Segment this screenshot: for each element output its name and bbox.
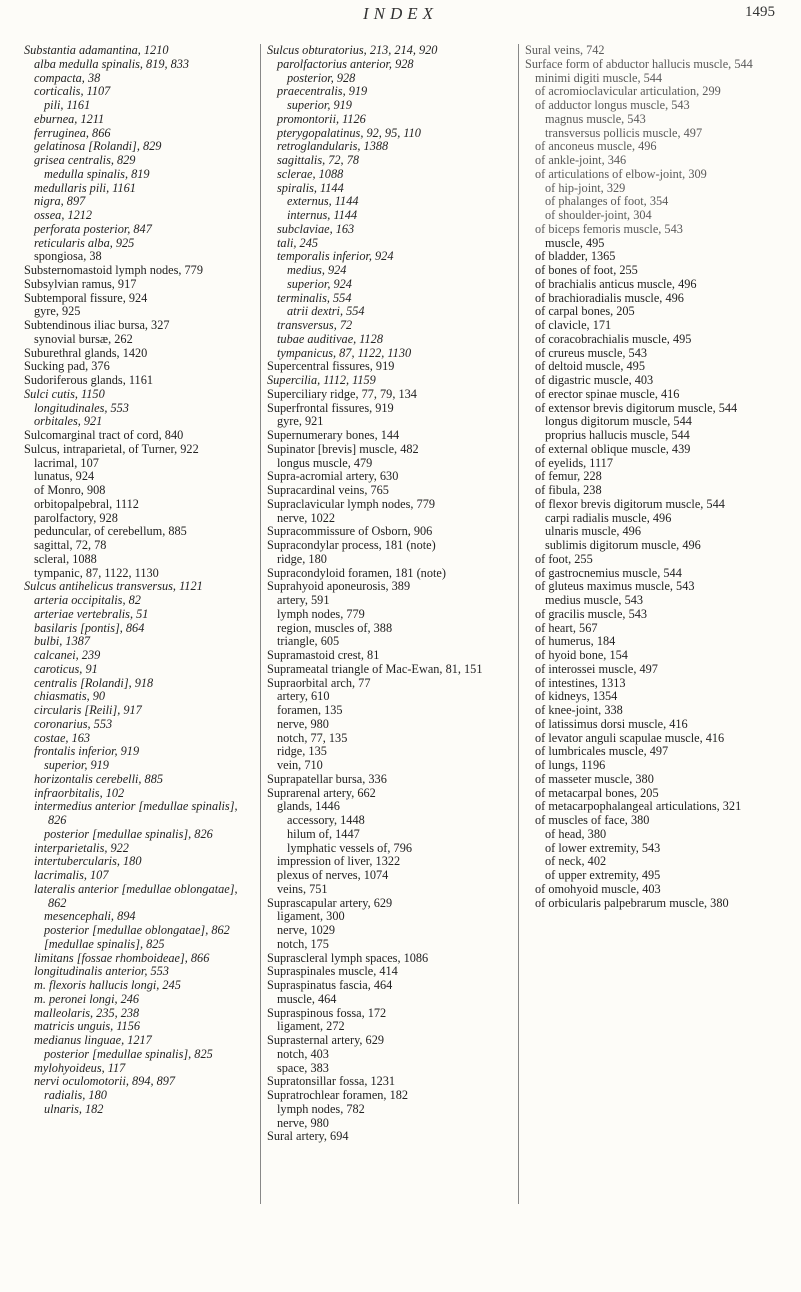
index-entry: Sulcus, intraparietal, of Turner, 922 [24, 441, 199, 456]
index-entry: Suprascleral lymph spaces, 1086 [267, 950, 429, 965]
index-entry: Sudoriferous glands, 1161 [24, 373, 153, 387]
index-entry: accessory, 1448 [287, 813, 365, 827]
index-entry: Supracondyloid foramen, 181 (note) [267, 565, 446, 580]
index-entry: of masseter muscle, 380 [535, 771, 654, 786]
index-entry: promontorii, 1126 [277, 111, 366, 126]
index-entry: of gracilis muscle, 543 [535, 606, 648, 621]
index-entry: radialis, 180 [44, 1088, 107, 1102]
index-entry: of eyelids, 1117 [535, 455, 613, 470]
index-entry: sagittalis, 72, 78 [277, 153, 359, 167]
index-entry: of lower extremity, 543 [545, 840, 661, 855]
index-entry: of phalanges of foot, 354 [545, 194, 669, 209]
index-entry: of adductor longus muscle, 543 [535, 98, 690, 112]
index-entry: of digastric muscle, 403 [535, 373, 654, 387]
index-entry: Sulci cutis, 1150 [24, 386, 105, 401]
index-entry: of crureus muscle, 543 [535, 345, 648, 360]
index-entry: posterior, 928 [287, 70, 356, 85]
index-entry: of erector spinae muscle, 416 [535, 386, 680, 401]
index-entry: Suprarenal artery, 662 [267, 785, 376, 800]
index-entry: ridge, 180 [277, 551, 327, 566]
index-entry: of acromioclavicular articulation, 299 [535, 84, 721, 99]
index-entry: Sulcus obturatorius, 213, 214, 920 [267, 44, 438, 57]
index-entry: Supratonsillar fossa, 1231 [267, 1074, 396, 1089]
index-entry: circularis [Reili], 917 [34, 703, 142, 717]
index-entry: costae, 163 [34, 730, 91, 745]
index-column-3 [518, 44, 793, 1204]
index-entry: of lungs, 1196 [535, 758, 606, 772]
index-entry: Sulcus antihelicus transversus, 1121 [24, 579, 203, 594]
index-entry: posterior [medullae spinalis], 825 [44, 1046, 213, 1061]
index-entry: of metacarpal bones, 205 [535, 785, 659, 800]
index-entry: orbitopalpebral, 1112 [34, 496, 139, 511]
index-entry: artery, 591 [277, 593, 330, 607]
index-entry: reticularis alba, 925 [34, 235, 135, 250]
index-entry: of Monro, 908 [34, 483, 106, 497]
index-entry: Supraspinales muscle, 414 [267, 964, 398, 979]
index-entry: Supra-acromial artery, 630 [267, 469, 399, 484]
index-entry: of hyoid bone, 154 [535, 648, 628, 662]
index-entry: medius muscle, 543 [545, 593, 644, 607]
index-entry: of lumbricales muscle, 497 [535, 744, 669, 759]
index-entry: arteriae vertebralis, 51 [34, 606, 149, 621]
index-entry: of gluteus maximus muscle, 543 [535, 579, 695, 594]
index-entry: of interossei muscle, 497 [535, 661, 658, 676]
index-entry: nerve, 980 [277, 1115, 329, 1130]
index-entry: Sucking pad, 376 [24, 359, 110, 374]
index-entry: region, muscles of, 388 [277, 620, 393, 635]
index-entry: Supratrochlear foramen, 182 [267, 1088, 409, 1102]
index-entry: posterior [medullae spinalis], 826 [44, 826, 213, 841]
index-entry: Subsylvian ramus, 917 [24, 276, 137, 291]
index-entry: Suburethral glands, 1420 [24, 345, 148, 360]
index-entry: m. flexoris hallucis longi, 245 [34, 978, 181, 992]
index-entry: ridge, 135 [277, 744, 327, 759]
index-entry: mylohyoideus, 117 [34, 1060, 126, 1075]
index-entry: of knee-joint, 338 [535, 703, 623, 717]
index-entry: of levator anguli scapulae muscle, 416 [535, 730, 725, 745]
index-entry: of anconeus muscle, 496 [535, 139, 657, 154]
index-entry: minimi digiti muscle, 544 [535, 70, 663, 85]
index-entry: hilum of, 1447 [287, 826, 360, 841]
index-entry: of shoulder-joint, 304 [545, 208, 652, 222]
index-entry: superior, 919 [44, 758, 109, 772]
index-entry: terminalis, 554 [277, 290, 352, 305]
index-entry: of femur, 228 [535, 469, 602, 484]
index-entry: parolfactory, 928 [34, 510, 118, 525]
index-entry: proprius hallucis muscle, 544 [545, 428, 690, 442]
index-entry: matricis unguis, 1156 [34, 1019, 141, 1034]
index-entry: of upper extremity, 495 [545, 868, 661, 882]
index-entry: transversus, 72 [277, 318, 353, 332]
index-entry: lunatus, 924 [34, 469, 95, 484]
index-entry: ligament, 272 [277, 1019, 345, 1034]
index-entry: vein, 710 [277, 758, 323, 772]
index-entry: of coracobrachialis muscle, 495 [535, 331, 692, 346]
index-entry: of external oblique muscle, 439 [535, 441, 691, 456]
index-entry: atrii dextri, 554 [287, 304, 365, 319]
running-head-title: INDEX [362, 4, 439, 23]
index-entry: Supercentral fissures, 919 [267, 359, 395, 374]
index-entry: tympanic, 87, 1122, 1130 [34, 565, 159, 580]
index-entry: Supernumerary bones, 144 [267, 428, 400, 442]
index-entry: Suprascapular artery, 629 [267, 895, 393, 910]
index-entry: nerve, 980 [277, 716, 329, 731]
index-entry: of bones of foot, 255 [535, 263, 638, 277]
index-entry: tubae auditivae, 1128 [277, 331, 383, 346]
index-entry: chiasmatis, 90 [34, 689, 106, 704]
index-entry: artery, 610 [277, 689, 330, 704]
index-entry: alba medulla spinalis, 819, 833 [34, 56, 190, 71]
index-entry: Suprasternal artery, 629 [267, 1033, 385, 1047]
index-entry: Sural artery, 694 [267, 1129, 349, 1144]
index-entry: retroglandularis, 1388 [277, 139, 389, 154]
page-number: 1495 [745, 4, 775, 20]
index-entry: Superfrontal fissures, 919 [267, 400, 394, 415]
index-entry: Sural veins, 742 [525, 44, 605, 57]
index-entry: limitans [fossae rhomboideae], 866 [34, 950, 210, 965]
index-entry: of latissimus dorsi muscle, 416 [535, 716, 688, 731]
index-entry: Subtendinous iliac bursa, 327 [24, 318, 170, 332]
index-entry: corticalis, 1107 [34, 84, 111, 99]
index-entry: Supraspinatus fascia, 464 [267, 978, 393, 992]
index-entry: gelatinosa [Rolandi], 829 [34, 139, 162, 154]
index-entry: ulnaris, 182 [44, 1101, 104, 1116]
index-entry: centralis [Rolandi], 918 [34, 675, 154, 690]
index-entry: impression of liver, 1322 [277, 854, 401, 869]
index-entry: nerve, 1022 [277, 510, 336, 525]
index-entry: arteria occipitalis, 82 [34, 593, 141, 607]
index-entry: of biceps femoris muscle, 543 [535, 221, 683, 236]
index-entry: gyre, 925 [34, 304, 81, 319]
index-entry: grisea centralis, 829 [34, 153, 136, 167]
index-entry: pterygopalatinus, 92, 95, 110 [277, 125, 421, 140]
index-entry: longitudinales, 553 [34, 400, 129, 415]
index-entry: of brachialis anticus muscle, 496 [535, 276, 697, 291]
index-entry: superior, 919 [287, 98, 352, 112]
index-entry: Supracondylar process, 181 (note) [267, 538, 436, 552]
index-entry: sagittal, 72, 78 [34, 538, 107, 552]
index-entry: Supramastoid crest, 81 [267, 648, 380, 662]
index-entry: notch, 175 [277, 936, 329, 951]
index-entry: sclerae, 1088 [277, 166, 344, 181]
index-entry: of fibula, 238 [535, 483, 602, 497]
index-entry: compacta, 38 [34, 70, 101, 85]
index-entry: of extensor brevis digitorum muscle, 544 [535, 400, 738, 415]
index-entry: Suprapatellar bursa, 336 [267, 771, 387, 786]
index-column-1 [24, 44, 252, 1204]
index-entry: of brachioradialis muscle, 496 [535, 290, 684, 305]
index-entry: nervi oculomotorii, 894, 897 [34, 1074, 176, 1089]
index-entry: Supraorbital arch, 77 [267, 675, 371, 690]
index-entry: coronarius, 553 [34, 716, 113, 731]
index-entry: externus, 1144 [287, 194, 359, 209]
index-entry: Supraclavicular lymph nodes, 779 [267, 496, 436, 511]
index-entry: of humerus, 184 [535, 634, 616, 649]
page-header [0, 4, 801, 34]
index-entry: superior, 924 [287, 276, 352, 291]
index-entry: [medullae spinalis], 825 [44, 936, 165, 951]
index-entry: infraorbitalis, 102 [34, 785, 125, 800]
index-entry: frontalis inferior, 919 [34, 744, 140, 759]
index-entry: Supinator [brevis] muscle, 482 [267, 441, 419, 456]
index-entry: transversus pollicis muscle, 497 [545, 125, 703, 140]
index-entry: synovial bursæ, 262 [34, 331, 133, 346]
index-entry: posterior [medullae oblongatae], 862 [44, 923, 230, 937]
index-entry: lymph nodes, 779 [277, 606, 365, 621]
index-entry: horizontalis cerebelli, 885 [34, 771, 163, 786]
index-entry: lacrimalis, 107 [34, 868, 109, 882]
index-entry: carpi radialis muscle, 496 [545, 510, 672, 525]
index-entry: medulla spinalis, 819 [44, 166, 150, 181]
index-entry: Subtemporal fissure, 924 [24, 290, 148, 305]
index-entry: sublimis digitorum muscle, 496 [545, 538, 701, 552]
index-entry: muscle, 464 [277, 991, 337, 1006]
index-entry: of carpal bones, 205 [535, 304, 635, 319]
index-entry: of intestines, 1313 [535, 675, 626, 690]
index-entry: interparietalis, 922 [34, 840, 129, 855]
index-entry: Supercilia, 1112, 1159 [267, 373, 376, 387]
index-entry: medianus linguae, 1217 [34, 1033, 152, 1047]
index-entry: calcanei, 239 [34, 648, 101, 662]
index-entry: peduncular, of cerebellum, 885 [34, 524, 187, 539]
index-entry: tympanicus, 87, 1122, 1130 [277, 345, 412, 360]
index-entry: caroticus, 91 [34, 661, 98, 676]
index-entry: perforata posterior, 847 [34, 221, 152, 236]
index-entry: nerve, 1029 [277, 923, 336, 937]
index-entry: lymphatic vessels of, 796 [287, 840, 412, 855]
index-entry: of omohyoid muscle, 403 [535, 881, 661, 896]
index-entry: longus digitorum muscle, 544 [545, 414, 692, 429]
index-entry: parolfactorius anterior, 928 [277, 56, 414, 71]
index-entry: tali, 245 [277, 235, 318, 250]
index-entry: of metacarpophalangeal articulations, 321 [535, 799, 742, 814]
index-entry: of neck, 402 [545, 854, 607, 869]
index-entry: plexus of nerves, 1074 [277, 868, 389, 882]
index-entry: Supracardinal veins, 765 [267, 483, 389, 497]
index-entry: nigra, 897 [34, 194, 86, 209]
index-entry: scleral, 1088 [34, 551, 97, 566]
index-entry: triangle, 605 [277, 634, 340, 649]
index-entry: bulbi, 1387 [34, 634, 91, 649]
index-entry: Suprameatal triangle of Mac-Ewan, 81, 151 [267, 661, 483, 676]
index-entry: internus, 1144 [287, 208, 358, 222]
index-entry: of articulations of elbow-joint, 309 [535, 166, 707, 181]
index-entry: veins, 751 [277, 881, 328, 896]
index-entry: lymph nodes, 782 [277, 1101, 365, 1116]
index-entry: longitudinalis anterior, 553 [34, 964, 169, 979]
index-entry: of gastrocnemius muscle, 544 [535, 565, 682, 580]
index-columns [24, 44, 784, 1204]
index-entry: of clavicle, 171 [535, 318, 612, 332]
index-entry: of flexor brevis digitorum muscle, 544 [535, 496, 725, 511]
index-entry: medius, 924 [287, 263, 347, 277]
index-entry: of foot, 255 [535, 551, 593, 566]
index-entry: of ankle-joint, 346 [535, 153, 627, 167]
index-entry: of hip-joint, 329 [545, 180, 626, 195]
index-entry: ligament, 300 [277, 909, 345, 924]
index-entry: notch, 403 [277, 1046, 329, 1061]
index-entry: lacrimal, 107 [34, 455, 99, 470]
index-entry: of muscles of face, 380 [535, 813, 650, 827]
index-entry: longus muscle, 479 [277, 455, 373, 470]
index-entry: space, 383 [277, 1060, 329, 1075]
index-entry: spongiosa, 38 [34, 249, 102, 264]
index-entry: malleolaris, 235, 238 [34, 1005, 140, 1020]
index-entry: lateralis anterior [medullae oblongatae], 862 [34, 881, 238, 910]
index-entry: Substernomastoid lymph nodes, 779 [24, 263, 203, 277]
index-entry: Suprahyoid aponeurosis, 389 [267, 579, 411, 594]
index-entry: of bladder, 1365 [535, 249, 616, 264]
index-entry: muscle, 495 [545, 235, 605, 250]
index-entry: intermedius anterior [medullae spinalis], 826 [34, 799, 238, 827]
index-entry: pili, 1161 [44, 98, 91, 112]
index-entry: Substantia adamantina, 1210 [24, 44, 169, 57]
index-entry: praecentralis, 919 [277, 84, 368, 99]
index-entry: of head, 380 [545, 826, 607, 841]
index-entry: mesencephali, 894 [44, 909, 136, 924]
index-column-2 [260, 44, 517, 1204]
index-entry: of orbicularis palpebrarum muscle, 380 [535, 895, 729, 910]
index-entry: orbitales, 921 [34, 414, 103, 429]
index-entry: basilaris [pontis], 864 [34, 620, 145, 635]
index-entry: of deltoid muscle, 495 [535, 359, 645, 374]
index-entry: gyre, 921 [277, 414, 324, 429]
index-entry: of heart, 567 [535, 620, 598, 635]
index-entry: Supracommissure of Osborn, 906 [267, 524, 433, 539]
index-entry: m. peronei longi, 246 [34, 991, 140, 1006]
index-entry: magnus muscle, 543 [545, 111, 646, 126]
index-entry: ferruginea, 866 [34, 125, 111, 140]
index-entry: spiralis, 1144 [277, 180, 344, 195]
index-entry: Supraspinous fossa, 172 [267, 1005, 387, 1020]
index-entry: ossea, 1212 [34, 208, 93, 222]
index-entry: notch, 77, 135 [277, 730, 348, 745]
index-entry: subclaviae, 163 [277, 221, 355, 236]
index-entry: temporalis inferior, 924 [277, 249, 394, 264]
index-entry: medullaris pili, 1161 [34, 180, 136, 195]
index-entry: ulnaris muscle, 496 [545, 524, 641, 539]
index-entry: of kidneys, 1354 [535, 689, 618, 704]
index-entry: Superciliary ridge, 77, 79, 134 [267, 386, 417, 401]
index-entry: eburnea, 1211 [34, 111, 105, 126]
index-entry: Sulcomarginal tract of cord, 840 [24, 428, 184, 442]
index-entry: Surface form of abductor hallucis muscle, 544 [525, 56, 753, 71]
index-entry: foramen, 135 [277, 703, 343, 717]
index-entry: glands, 1446 [277, 799, 340, 814]
index-entry: intertubercularis, 180 [34, 854, 142, 869]
